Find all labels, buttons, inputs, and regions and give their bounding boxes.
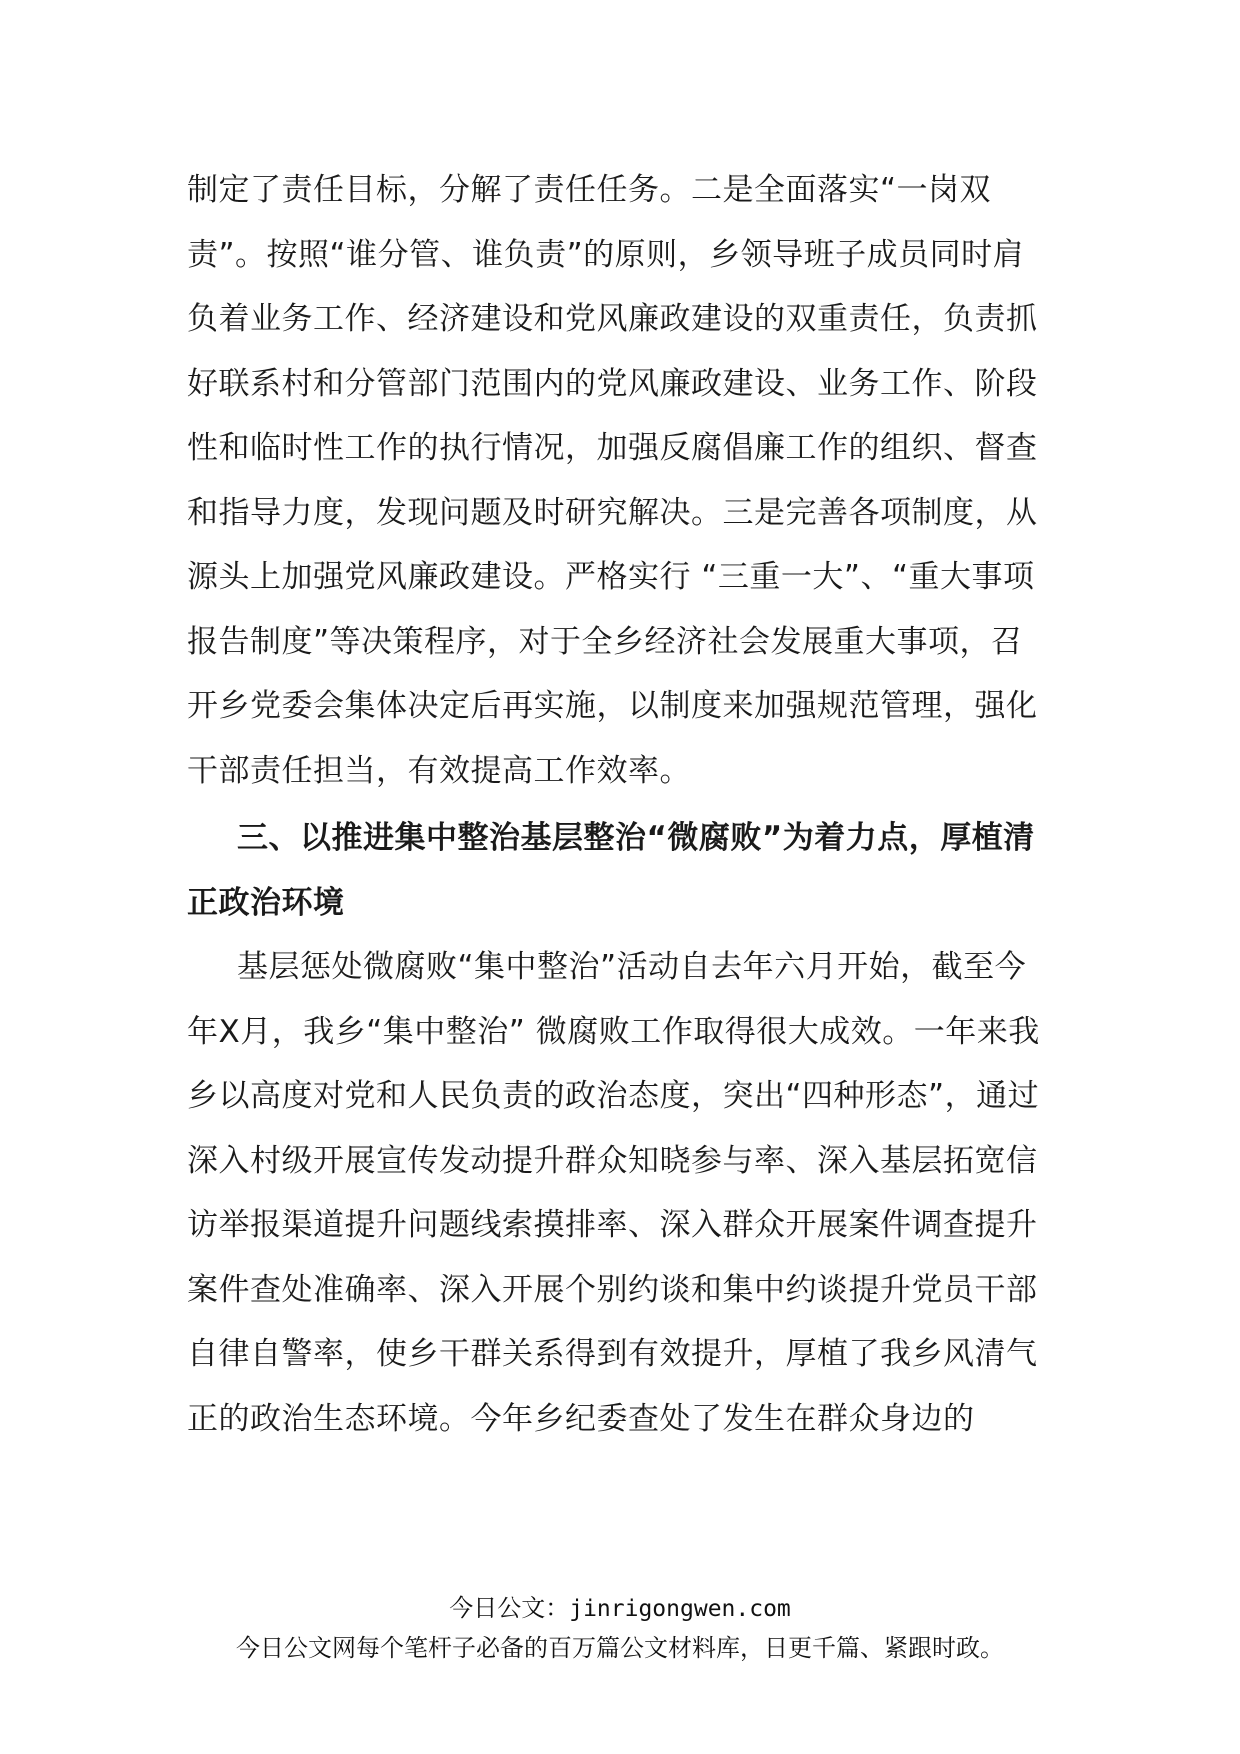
footer-site-label: 今日公文：: [449, 1594, 570, 1622]
footer-site-url[interactable]: jinrigongwen.com: [569, 1596, 791, 1622]
section-heading: 三、以推进集中整治基层整治“微腐败”为着力点，厚植清正政治环境: [187, 820, 1035, 921]
body-paragraph: 制定了责任目标，分解了责任任务。二是全面落实“一岗双责”。按照“谁分管、谁负责”的原则，乡领导班子成员同时肩负着业务工作、经济建设和党风廉政建设的双重责任，负责抓好联系村和分管部门范围内的党风廉政建设、业务工作、阶段性和临时性工作的执行情况，加强反腐倡廉工作的组织、督查和指导力度，发现问题及时研究解决。三是完善各项制度，从源头上加强党风廉政建设。严格实行 “三重一大”、“重大事项报告制度”等决策程序，对于全乡经济社会发展重大事项，召开乡党委会集体决定后再实施，以制度来加强规范管理，强化干部责任担当，有效提高工作效率。: [187, 172, 1038, 789]
footer-slogan: 今日公文网每个笔杆子必备的百万篇公文材料库，日更千篇、紧跟时政。: [236, 1634, 1004, 1662]
body-paragraph: 基层惩处微腐败“集中整治”活动自去年六月开始，截至今年Ⅹ月，我乡“集中整治” 微腐败工作取得很大成效。一年来我乡以高度对党和人民负责的政治态度，突出“四种形态”，通过深入村级开展宣传发动提升群众知晓参与率、深入基层拓宽信访举报渠道提升问题线索摸排率、深入群众开展案件调查提升案件查处准确率、深入开展个别约谈和集中约谈提升党员干部自律自警率，使乡干群关系得到有效提升，厚植了我乡风清气正的政治生态环境。今年乡纪委查处了发生在群众身边的: [187, 949, 1040, 1437]
footer-site-line: [0, 1588, 1240, 1623]
